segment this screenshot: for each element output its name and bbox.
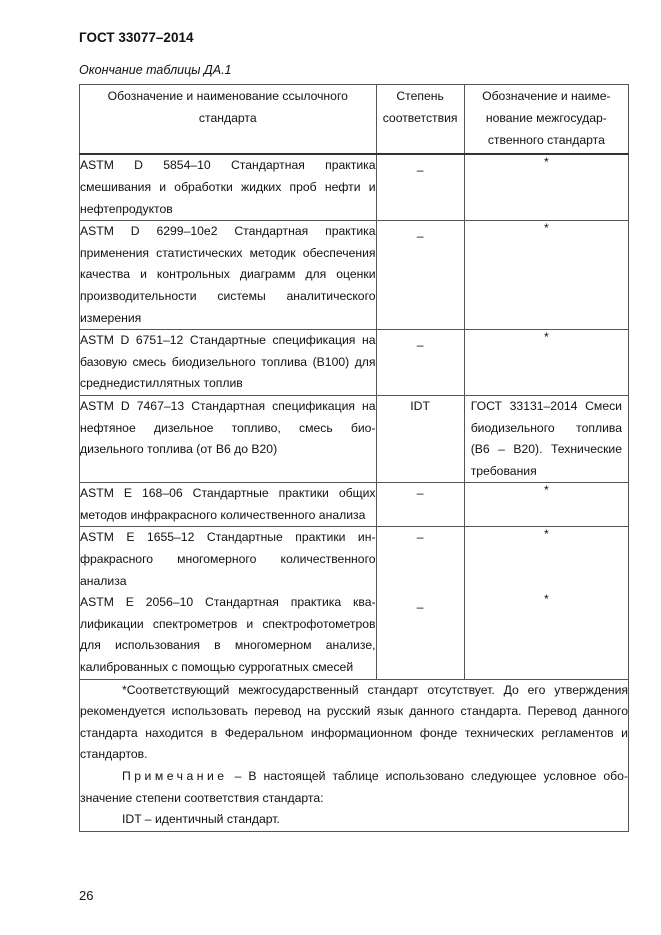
interstate-cell [464, 330, 628, 396]
degree-value: – [416, 486, 424, 501]
interstate-cell [464, 592, 628, 679]
table-footnote-row [80, 679, 629, 831]
note-label: Примечание [122, 769, 228, 784]
table-row [80, 221, 629, 330]
reference-standard-cell: ASTM E 168–06 Стандартные практики общих методов инфракрасного количественного анализа [80, 483, 377, 527]
table-row [80, 330, 629, 396]
table-caption: Окончание таблицы ДА.1 [79, 63, 232, 77]
degree-cell [376, 483, 464, 527]
interstate-value: * [543, 483, 549, 498]
interstate-cell [464, 483, 628, 527]
interstate-cell [464, 395, 628, 482]
interstate-value: ГОСТ 33131–2014 Смеси биодизельного топлива (В6 – В20). Технические требования [470, 398, 622, 478]
degree-cell [376, 592, 464, 679]
reference-standard-cell: ASTM D 6751–12 Стандартные спецификация на базовую смесь биодизельного топлива (В100) для среднедистиллятных топлив [80, 330, 377, 396]
table-row [80, 527, 629, 592]
interstate-value: * [543, 592, 549, 607]
interstate-value: * [543, 155, 549, 170]
degree-value: – [416, 530, 424, 545]
reference-standard-cell: ASTM E 2056–10 Стандартная практика квалификации спектрометров и спектрофотометров для использования в многомерном анализе, калиброванных с помощью суррогатных смесей [80, 592, 377, 679]
interstate-cell [464, 154, 628, 220]
reference-standard-cell: ASTM D 6299–10e2 Стандартная практика применения статистических методик обеспечения качества и контрольных диаграмм для оценки производительности системы аналитического измерения [80, 221, 377, 330]
column-header-degree: Степень соответствия [376, 85, 464, 155]
reference-standards-table [79, 84, 629, 832]
degree-cell [376, 330, 464, 396]
table-header-row [80, 85, 629, 155]
interstate-value: * [543, 221, 549, 236]
interstate-cell [464, 221, 628, 330]
column-header-reference: Обозначение и наименование ссылочного стандарта [80, 85, 377, 155]
interstate-cell [464, 527, 628, 592]
page-number: 26 [79, 888, 94, 903]
reference-standard-cell: ASTM D 5854–10 Стандартная практика смешивания и обработки жидких проб нефти и нефтепродуктов [80, 154, 377, 220]
degree-cell [376, 527, 464, 592]
degree-cell [376, 154, 464, 220]
note-text: – В настоящей таблице использовано следующее условное обозначение степени соответствия стандарта: [80, 769, 628, 805]
interstate-value: * [543, 330, 549, 345]
degree-value: – [416, 163, 424, 178]
degree-value: – [416, 338, 424, 353]
column-header-interstate: Обозначение и наименование межгосударственного стандарта [464, 85, 628, 155]
table-footnote [80, 679, 629, 831]
note-paragraph [80, 766, 628, 809]
interstate-value: * [543, 527, 549, 542]
document-id-header: ГОСТ 33077–2014 [79, 30, 194, 45]
table-row [80, 395, 629, 482]
table-row [80, 483, 629, 527]
degree-cell [376, 395, 464, 482]
reference-standard-cell: ASTM E 1655–12 Стандартные практики инфракрасного многомерного количественного анализа [80, 527, 377, 592]
asterisk-footnote: *Соответствующий межгосударственный стандарт отсутствует. До его утверждения рекомендуется использовать перевод на русский язык данного стандарта. Перевод данного стандарта находится в Федеральном информационном фонде технических регламентов и стандартов. [80, 682, 628, 762]
degree-value: IDT [410, 398, 430, 413]
reference-standard-cell: ASTM D 7467–13 Стандартная спецификация на нефтяное дизельное топливо, смесь биодизельного топлива (от В6 до В20) [80, 395, 377, 482]
degree-value: – [416, 229, 424, 244]
idt-definition: IDT – идентичный стандарт. [122, 812, 280, 827]
degree-cell [376, 221, 464, 330]
table-row [80, 154, 629, 220]
table-row [80, 592, 629, 679]
degree-value: – [416, 600, 424, 615]
